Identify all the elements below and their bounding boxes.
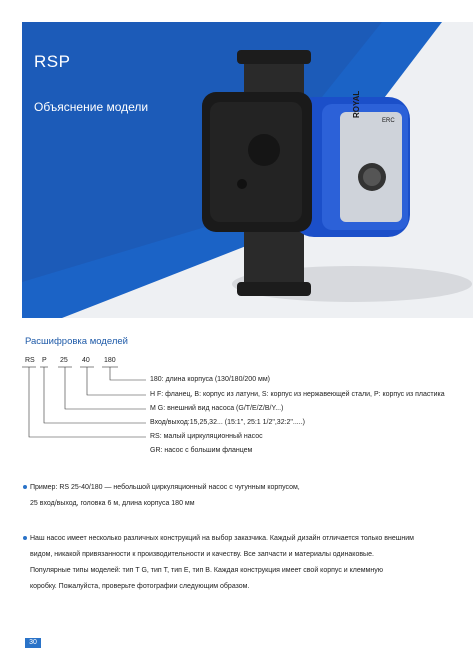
info-line: видом, никакой привязанности к производительности и качеству. Все запчасти и материалы одинаковые. — [30, 551, 374, 558]
product-mark: ERC — [382, 118, 395, 124]
explanation-length: 180: длина корпуса (130/180/200 мм) — [150, 376, 270, 383]
page-number: 30 — [25, 638, 41, 648]
explanation-rs: RS: малый циркуляционный насос — [150, 433, 263, 440]
explanation-material: H F: фланец, B: корпус из латуни, S: корпус из нержавеющей стали, P: корпус из пластика — [150, 391, 445, 398]
explanation-appearance: M G: внешний вид насоса (G/T/E/Z/B/Y...) — [150, 405, 284, 412]
code-part-25: 25 — [60, 357, 68, 364]
bullet-icon — [22, 484, 29, 491]
page-title: RSP — [34, 52, 71, 71]
code-part-180: 180 — [104, 357, 116, 364]
code-part-40: 40 — [82, 357, 90, 364]
example-paragraph — [30, 480, 300, 512]
bullet-icon — [22, 535, 29, 542]
info-paragraph — [30, 531, 414, 595]
code-part-rs: RS — [25, 357, 35, 364]
info-line: коробку. Пожалуйста, проверьте фотографии следующим образом. — [30, 583, 250, 590]
info-line: Популярные типы моделей: тип T G, тип T, тип E, тип B. Каждая конструкция имеет свой корпус и клеммную — [30, 567, 383, 574]
explanation-gr: GR: насос с большим фланцем — [150, 447, 253, 454]
page-subtitle: Объяснение модели — [34, 100, 149, 114]
example-line: 25 вход/выход, головка 6 м, длина корпуса 180 мм — [30, 500, 195, 507]
product-brand: ROYAL — [352, 90, 361, 118]
code-part-p: P — [42, 357, 47, 364]
info-line: Наш насос имеет несколько различных конструкций на выбор заказчика. Каждый дизайн отличается только внешним — [30, 535, 414, 542]
section-title: Расшифровка моделей — [25, 336, 128, 347]
example-line: Пример: RS 25-40/180 — небольшой циркуляционный насос с чугунным корпусом, — [30, 484, 300, 491]
explanation-inlet: Вход/выход:15,25,32... (15:1", 25:1 1/2",32:2".....) — [150, 419, 305, 426]
